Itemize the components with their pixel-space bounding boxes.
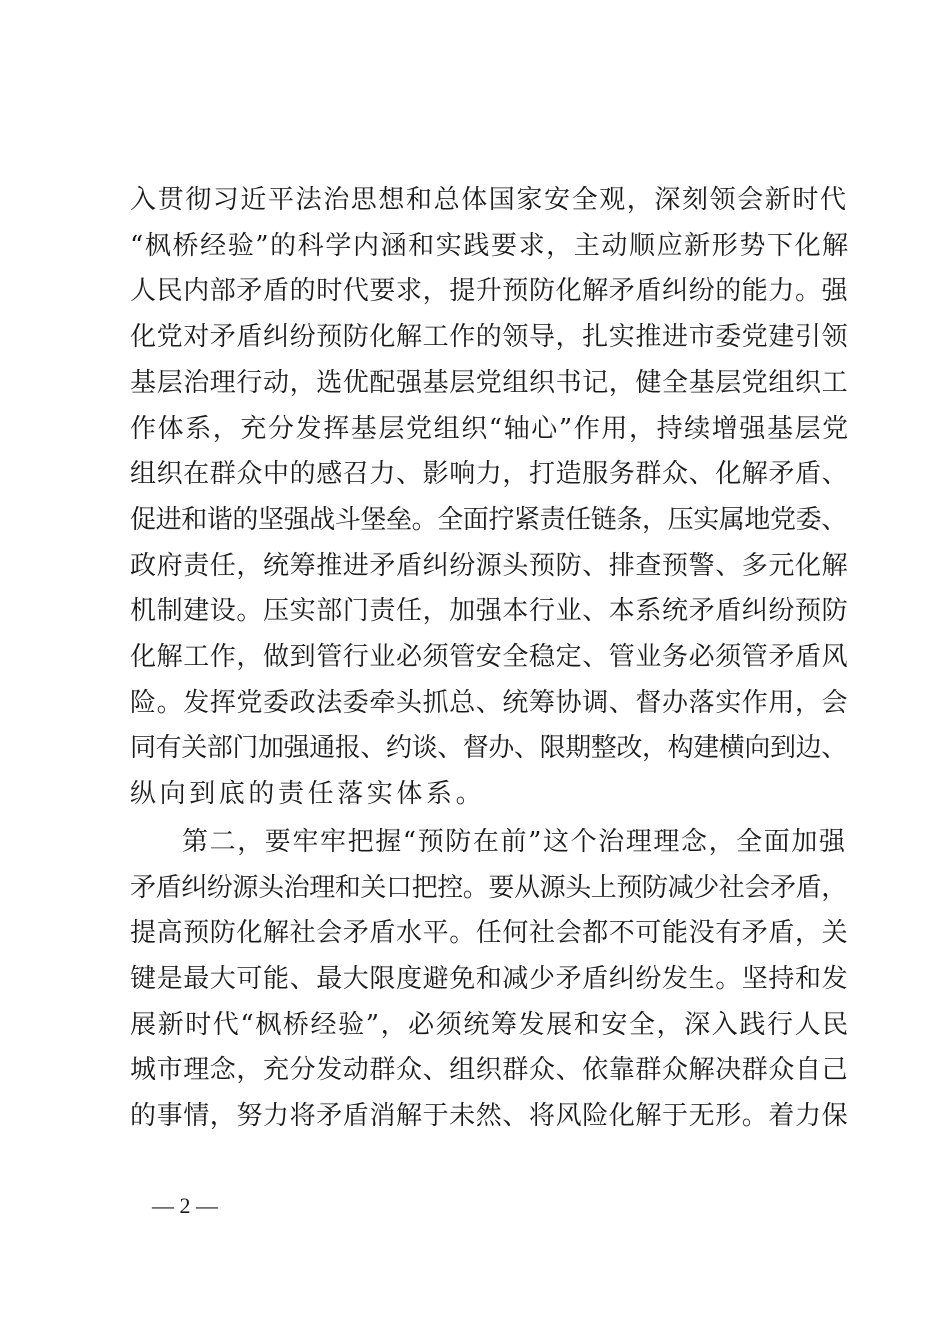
text-line: 城市理念，充分发动群众、组织群众、依靠群众解决群众自己 xyxy=(130,1055,849,1086)
text-line: 化解工作，做到管行业必须管安全稳定、管业务必须管矛盾风 xyxy=(130,642,849,672)
text-line: 作体系，充分发挥基层党组织“轴心”作用，持续增强基层党 xyxy=(130,413,850,444)
text-line: 同有关部门加强通报、约谈、督办、限期整改，构建横向到边、 xyxy=(130,733,847,764)
text-line: 政府责任，统筹推进矛盾纠纷源头预防、排查预警、多元化解 xyxy=(130,550,849,581)
text-line: 组织在群众中的感召力、影响力，打造服务群众、化解矛盾、 xyxy=(130,459,849,490)
text-line: 入贯彻习近平法治思想和总体国家安全观，深刻领会新时代 xyxy=(130,185,848,215)
text-line: “枫桥经验”的科学内涵和实践要求，主动顺应新形势下化解 xyxy=(130,230,850,261)
text-line: 机制建设。压实部门责任，加强本行业、本系统矛盾纠纷预防 xyxy=(130,596,849,627)
text-line: 纵向到底的责任落实体系。 xyxy=(130,779,486,810)
paragraph-start-line: 第二，要牢牢把握“预防在前”这个治理理念，全面加强 xyxy=(182,826,847,857)
page-number: — 2 — xyxy=(152,1193,218,1218)
text-line: 化党对矛盾纠纷预防化解工作的领导，扎实推进市委党建引领 xyxy=(130,322,849,353)
text-line: 基层治理行动，选优配强基层党组织书记，健全基层党组织工 xyxy=(130,367,849,398)
text-line: 键是最大可能、最大限度避免和减少矛盾纠纷发生。坚持和发 xyxy=(130,963,849,994)
text-line: 提高预防化解社会矛盾水平。任何社会都不可能没有矛盾，关 xyxy=(130,918,849,949)
text-line: 矛盾纠纷源头治理和关口把控。要从源头上预防减少社会矛盾， xyxy=(130,872,847,903)
text-line: 险。发挥党委政法委牵头抓总、统筹协调、督办落实作用，会 xyxy=(130,687,849,718)
text-line: 促进和谐的坚强战斗堡垒。全面拧紧责任链条，压实属地党委、 xyxy=(130,504,847,535)
text-line: 展新时代“枫桥经验”，必须统筹发展和安全，深入践行人民 xyxy=(130,1009,850,1040)
text-line: 人民内部矛盾的时代要求，提升预防化解矛盾纠纷的能力。强 xyxy=(130,276,849,307)
text-line: 的事情，努力将矛盾消解于未然、将风险化解于无形。着力保 xyxy=(130,1101,849,1131)
